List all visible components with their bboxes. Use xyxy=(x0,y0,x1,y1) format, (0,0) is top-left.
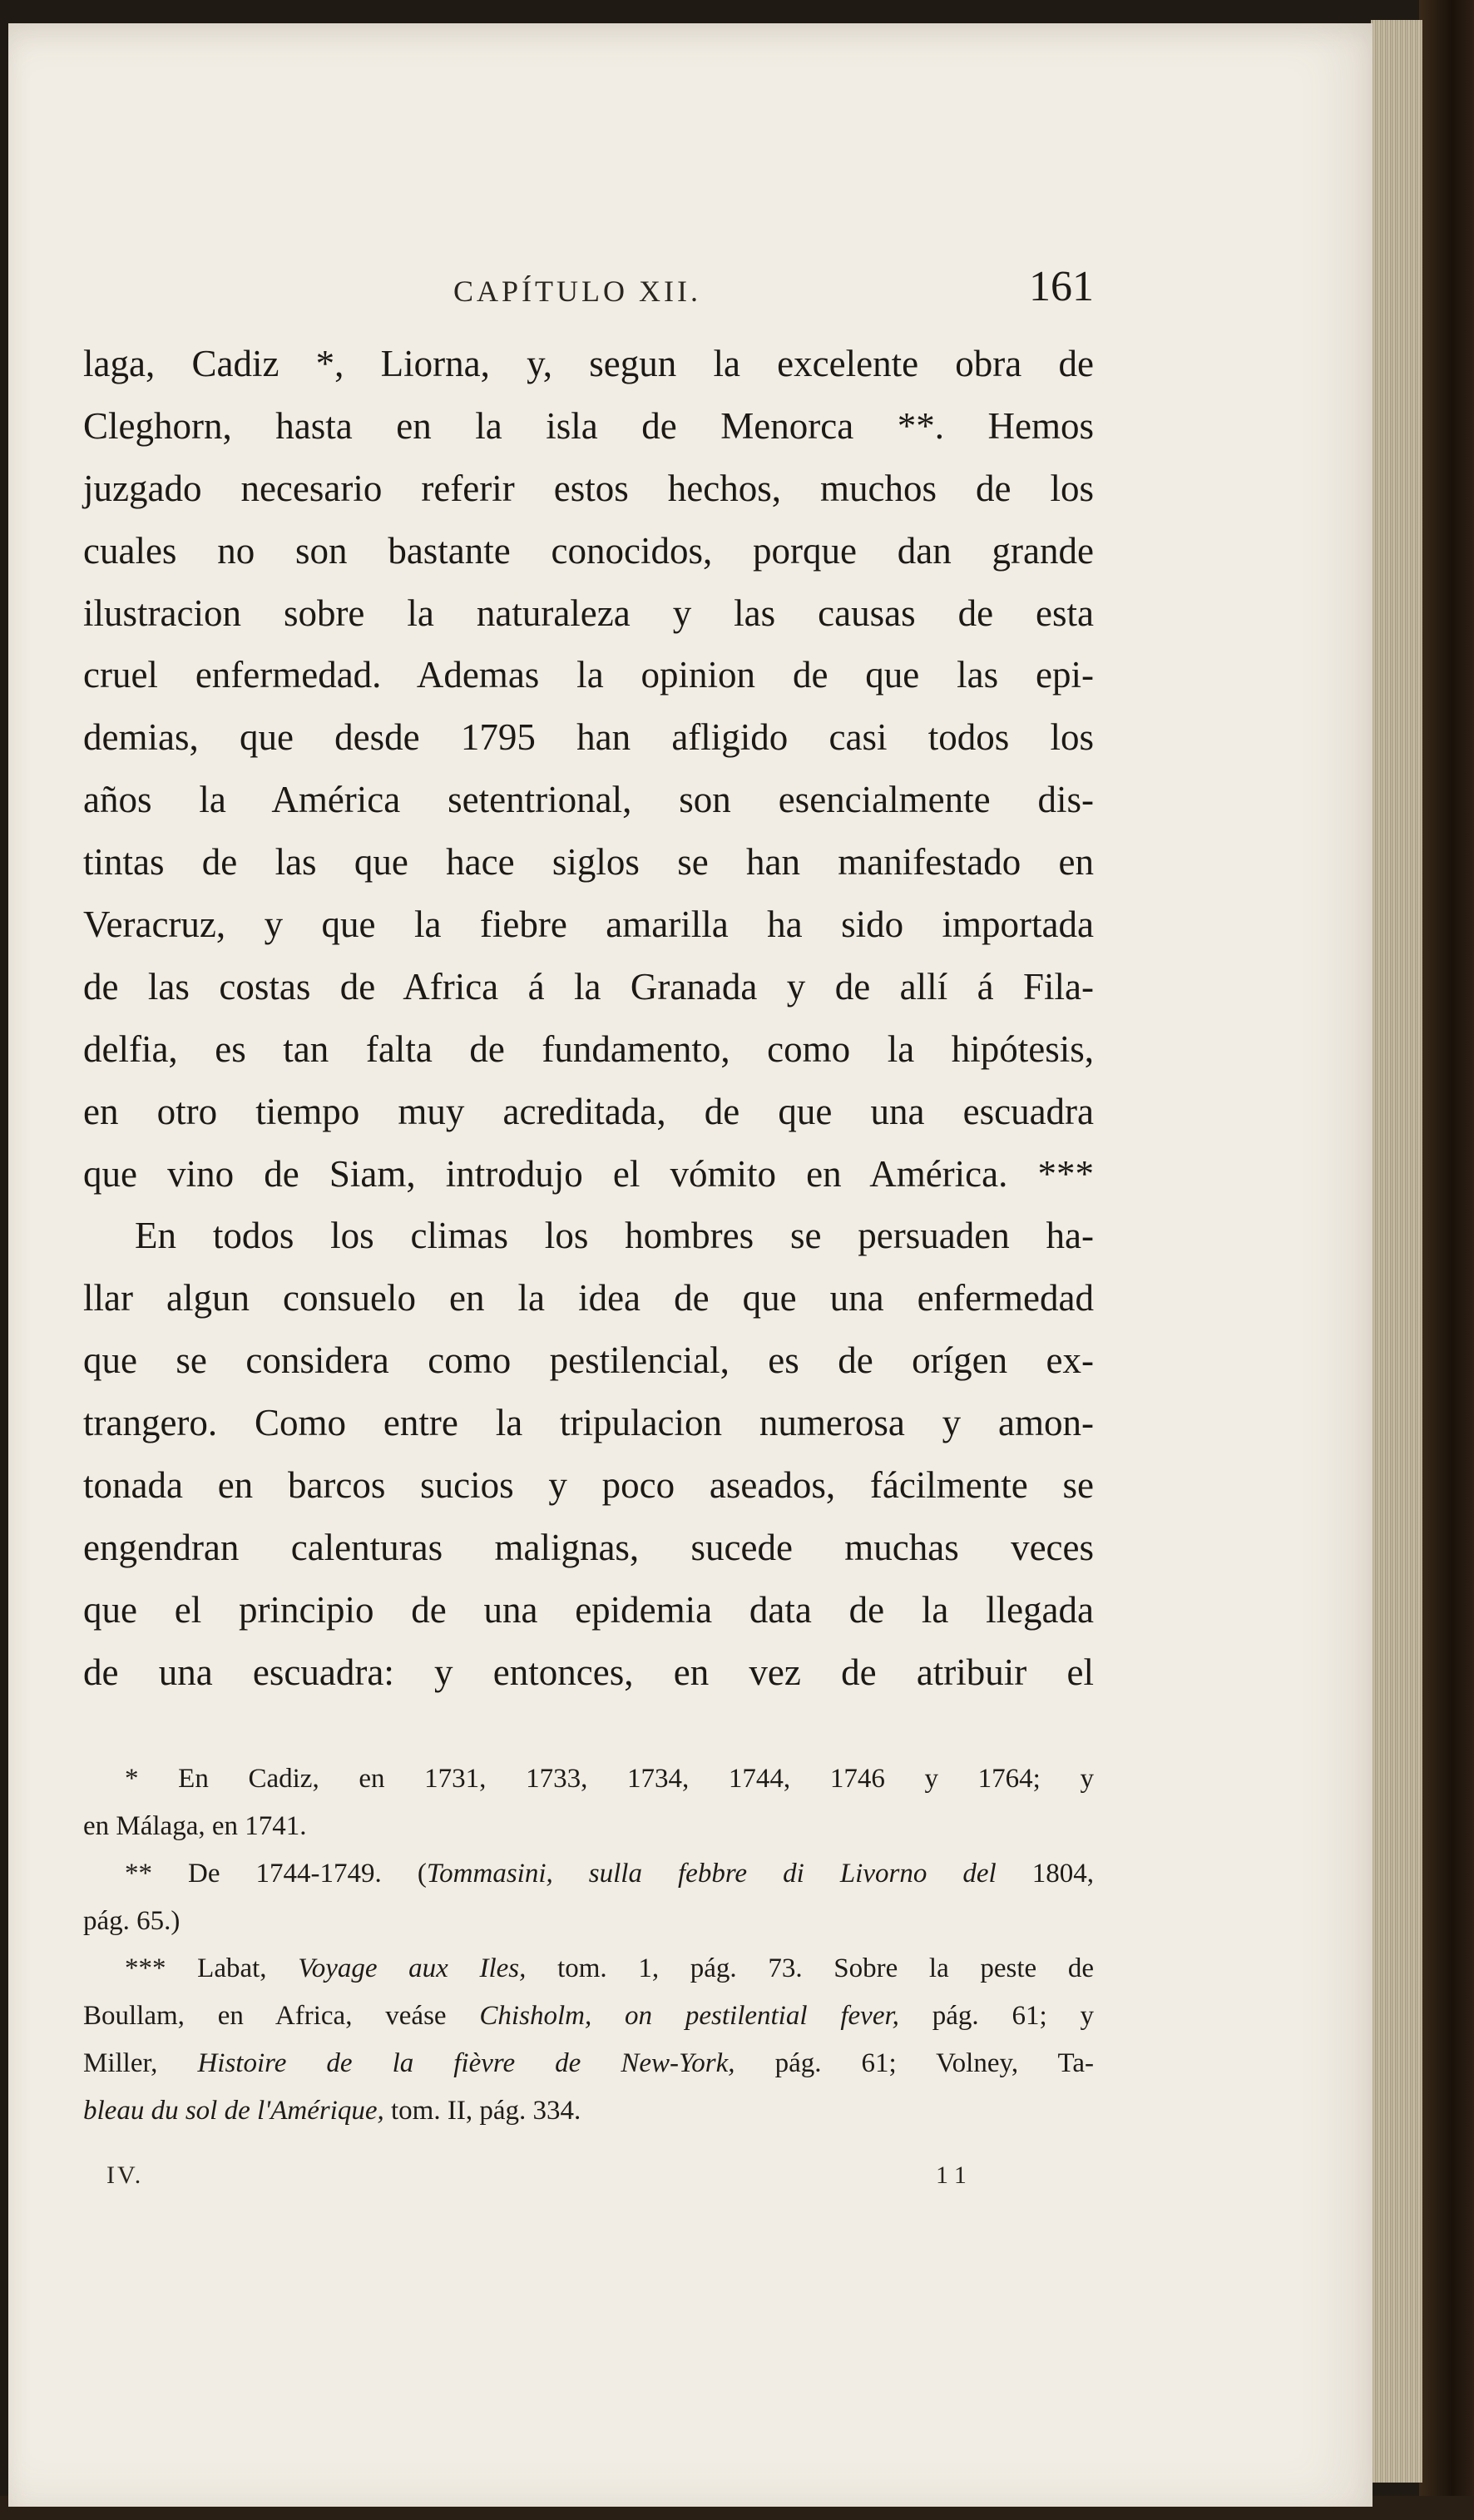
body-line: llar algun consuelo en la idea de que una enfermedad xyxy=(83,1277,1094,1319)
body-line: trangero. Como entre la tripulacion numerosa y amon- xyxy=(83,1402,1094,1444)
footnote-3-title: Histoire de la fièvre de New-York, xyxy=(197,2048,735,2078)
footnote-1-line-2: en Málaga, en 1741. xyxy=(83,1811,307,1841)
body-line: demias, que desde 1795 han afligido casi todos los xyxy=(83,716,1094,759)
book-cover-edge xyxy=(1419,0,1474,2520)
footnote-3-text: *** Labat, xyxy=(125,1953,299,1983)
footnote-3-title: Voyage aux Iles, xyxy=(298,1953,527,1983)
footnote-3-title: bleau du sol de l'Amérique, xyxy=(83,2096,384,2126)
body-line: Veracruz, y que la fiebre amarilla ha sido importada xyxy=(83,904,1094,946)
footnote-2-title: Tommasini, sulla febbre di Livorno del xyxy=(426,1859,997,1889)
body-line: que vino de Siam, introdujo el vómito en América. *** xyxy=(83,1152,1094,1195)
page-number: 161 xyxy=(1029,263,1094,310)
body-line: que se considera como pestilencial, es de orígen ex- xyxy=(83,1339,1094,1382)
running-head xyxy=(83,262,1094,320)
chapter-title: CAPÍTULO XII. xyxy=(453,275,701,308)
body-line: años la América setentrional, son esencialmente dis- xyxy=(83,779,1094,821)
body-line: laga, Cadiz *, Liorna, y, segun la excelente obra de xyxy=(83,343,1094,384)
footnote-3-text: tom. 1, pág. 73. Sobre la peste de xyxy=(526,1953,1095,1983)
footnote-3-text: pág. 61; y xyxy=(898,2001,1094,2031)
footnote-3-text: Boullam, en Africa, veáse xyxy=(83,2001,480,2031)
footnote-2-prefix: ** De 1744-1749. ( xyxy=(125,1859,427,1889)
footnote-2-line-2: pág. 65.) xyxy=(83,1906,181,1936)
footnote-2-suffix: 1804, xyxy=(996,1859,1094,1889)
body-line: tonada en barcos sucios y poco aseados, fácilmente se xyxy=(83,1464,1094,1507)
body-line: tintas de las que hace siglos se han manifestado en xyxy=(83,841,1094,884)
footnote-3-line-2 xyxy=(83,1993,1094,2040)
footnote-3-text: pág. 61; Volney, Ta- xyxy=(735,2048,1094,2078)
footnote-1-line-1: * En Cadiz, en 1731, 1733, 1734, 1744, 1746 y 1764; y xyxy=(125,1764,1094,1794)
volume-mark: IV. xyxy=(106,2161,144,2189)
body-line: cuales no son bastante conocidos, porque dan grande xyxy=(83,529,1094,572)
footnote-3-text: tom. II, pág. 334. xyxy=(383,2096,581,2126)
signature-mark: 11 xyxy=(936,2161,973,2189)
footnote-2-line-1 xyxy=(83,1850,1094,1898)
footnote-3-line-1 xyxy=(83,1945,1094,1993)
body-line: de las costas de Africa á la Granada y de allí á Fila- xyxy=(83,965,1094,1008)
body-line: En todos los climas los hombres se persuaden ha- xyxy=(135,1215,1094,1257)
body-line: en otro tiempo muy acreditada, de que una escuadra xyxy=(83,1090,1094,1132)
footnote-3-line-3 xyxy=(83,2040,1094,2087)
body-line: Cleghorn, hasta en la isla de Menorca **. Hemos xyxy=(83,404,1094,447)
page-edges xyxy=(1371,20,1422,2483)
footnote-3-title: Chisholm, on pestilential fever, xyxy=(479,2001,899,2031)
body-text xyxy=(83,333,1094,1704)
body-line: juzgado necesario referir estos hechos, muchos de los xyxy=(83,467,1094,509)
footnote-3-line-4 xyxy=(83,2087,1094,2135)
body-line: que el principio de una epidemia data de la llegada xyxy=(83,1588,1094,1631)
body-line: delfia, es tan falta de fundamento, como la hipótesis, xyxy=(83,1027,1094,1070)
body-line: cruel enfermedad. Ademas la opinion de que las epi- xyxy=(83,654,1094,696)
body-line: engendran calenturas malignas, sucede muchas veces xyxy=(83,1526,1094,1568)
body-line: ilustracion sobre la naturaleza y las causas de esta xyxy=(83,592,1094,634)
body-line: de una escuadra: y entonces, en vez de atribuir el xyxy=(83,1651,1094,1693)
footnotes xyxy=(83,1755,1094,2135)
footnote-3-text: Miller, xyxy=(83,2048,198,2078)
